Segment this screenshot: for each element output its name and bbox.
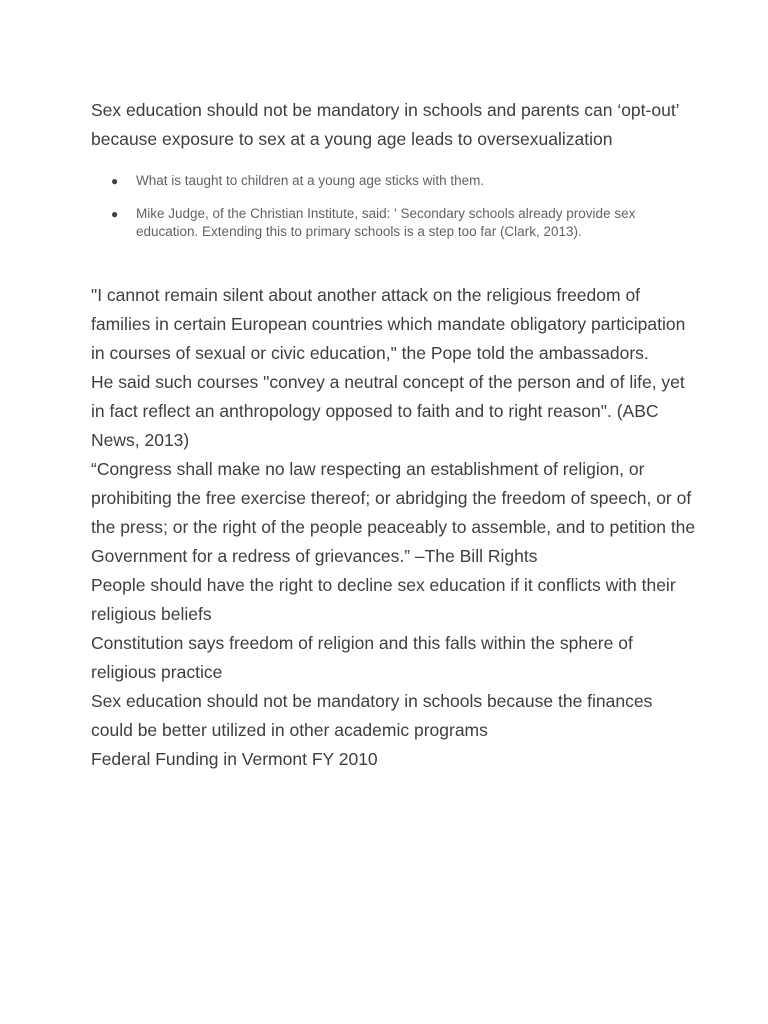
pope-quote-paragraph: "I cannot remain silent about another attack on the religious freedom of families in certain European countries which mandate obligatory participation in courses of sexual or civic education," the Pope told the ambassadors.: [91, 285, 686, 363]
federal-funding-heading: Federal Funding in Vermont FY 2010: [91, 749, 378, 769]
finances-paragraph: Sex education should not be mandatory in schools because the finances could be better utilized in other academic programs: [91, 691, 653, 740]
bullet-list: [91, 172, 696, 241]
bullet-dot-icon: ●: [111, 207, 119, 221]
bullet-dot-icon: ●: [111, 174, 119, 188]
constitution-paragraph: Constitution says freedom of religion and this falls within the sphere of religious practice: [91, 633, 633, 682]
body-text: [91, 281, 696, 774]
intro-paragraph: Sex education should not be mandatory in schools and parents can ‘opt-out’ because exposure to sex at a young age leads to oversexualization: [91, 100, 679, 149]
pope-courses-paragraph: He said such courses "convey a neutral concept of the person and of life, yet in fact reflect an anthropology opposed to faith and to right reason". (ABC News, 2013): [91, 372, 685, 450]
bill-of-rights-quote: “Congress shall make no law respecting an establishment of religion, or prohibiting the free exercise thereof; or abridging the freedom of speech, or of the press; or the right of the people peaceably to assemble, and to petition the Government for a redress of grievances.” –The Bill Rights: [91, 459, 696, 566]
bullet-text: Mike Judge, of the Christian Institute, said: ' Secondary schools already provide sex education. Extending this to primary schools is a step too far (Clark, 2013).: [136, 206, 636, 239]
list-item: [111, 205, 696, 241]
list-item: [111, 172, 696, 190]
bullet-text: What is taught to children at a young age sticks with them.: [136, 173, 485, 188]
right-to-decline-paragraph: People should have the right to decline sex education if it conflicts with their religious beliefs: [91, 575, 676, 624]
